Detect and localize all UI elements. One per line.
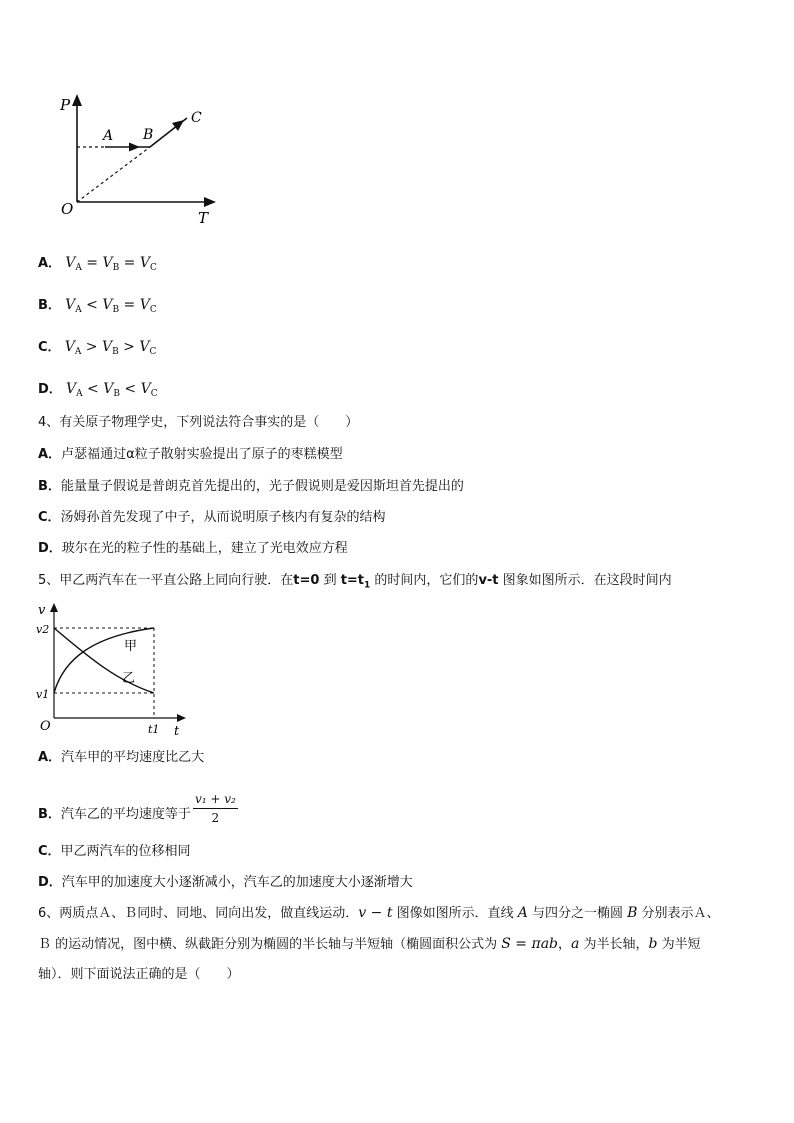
- origin-label: O: [61, 200, 74, 218]
- yi-label: 乙: [122, 671, 136, 686]
- p-axis-arrow-icon: [72, 94, 82, 106]
- q5-option-c[interactable]: C．甲乙两汽车的位移相同: [38, 844, 191, 859]
- t-axis-arrow-icon: [204, 197, 216, 207]
- q4-option-c[interactable]: C．汤姆孙首先发现了中子，从而说明原子核内有复杂的结构: [38, 510, 386, 525]
- q6-line-2: Ｂ 的运动情况，图中横、纵截距分别为椭圆的半长轴与半短轴（椭圆面积公式为 S = πab，a 为半长轴，b 为半短: [38, 936, 701, 952]
- q5-option-a[interactable]: A．汽车甲的平均速度比乙大: [38, 750, 205, 765]
- v-axis-arrow-icon: [50, 603, 58, 612]
- p-label: P: [60, 96, 71, 114]
- v-axis-label: v: [38, 603, 46, 618]
- curve-jia: [54, 628, 154, 693]
- arrow-a-b-icon: [129, 143, 140, 152]
- q6-line-1: 6、两质点Ａ、Ｂ同时、同地、同向出发，做直线运动．v − t 图像如图所示．直线 A 与四分之一椭圆 B 分别表示Ａ、: [38, 905, 720, 921]
- origin-label: O: [40, 719, 51, 734]
- fraction: $\frac{\text{v₁ + v₂}}{2}$: [194, 792, 236, 825]
- q5-option-d[interactable]: D．汽车甲的加速度大小逐渐减小，汽车乙的加速度大小逐渐增大: [38, 875, 413, 890]
- q4-option-a[interactable]: A．卢瑟福通过α粒子散射实验提出了原子的枣糕模型: [38, 447, 343, 462]
- q3-option-a[interactable]: A． $V_A = V_B = V_C$: [38, 255, 157, 273]
- q4-stem: 4、有关原子物理学史，下列说法符合事实的是（ ）: [38, 415, 359, 430]
- t-axis-label: t: [174, 724, 180, 738]
- q4-option-d[interactable]: D．玻尔在光的粒子性的基础上，建立了光电效应方程: [38, 541, 348, 556]
- vt-graph: [34, 598, 204, 738]
- jia-label: 甲: [124, 639, 138, 654]
- t-label: T: [198, 209, 209, 227]
- point-b-label: B: [143, 127, 154, 143]
- q4-option-b[interactable]: B．能量量子假说是普朗克首先提出的，光子假说则是爱因斯坦首先提出的: [38, 479, 464, 494]
- q5-option-b[interactable]: B．汽车乙的平均速度等于 $\frac{\text{v₁ + v₂}}{2}$: [38, 792, 236, 825]
- v2-label: v2: [36, 623, 50, 636]
- curve-yi: [54, 628, 154, 693]
- pt-diagram: [55, 92, 225, 227]
- q5-stem: 5、甲乙两汽车在一平直公路上同向行驶．在t=0 到 $t=t_1$ 的时间内，它们的v-t 图象如图所示．在这段时间内: [38, 573, 672, 591]
- t-axis-arrow-icon: [177, 714, 186, 722]
- q6-line-3: 轴）．则下面说法正确的是（ ）: [38, 967, 240, 982]
- dashed-diagonal: [77, 147, 150, 202]
- q3-option-d[interactable]: D． $V_A < V_B < V_C$: [38, 381, 158, 399]
- q3-option-c[interactable]: C． $V_A > V_B > V_C$: [38, 339, 157, 357]
- v1-label: v1: [36, 688, 50, 701]
- point-c-label: C: [191, 110, 202, 126]
- q3-option-b[interactable]: B． $V_A < V_B = V_C$: [38, 297, 157, 315]
- point-a-label: A: [103, 128, 114, 144]
- t1-label: t1: [148, 723, 160, 736]
